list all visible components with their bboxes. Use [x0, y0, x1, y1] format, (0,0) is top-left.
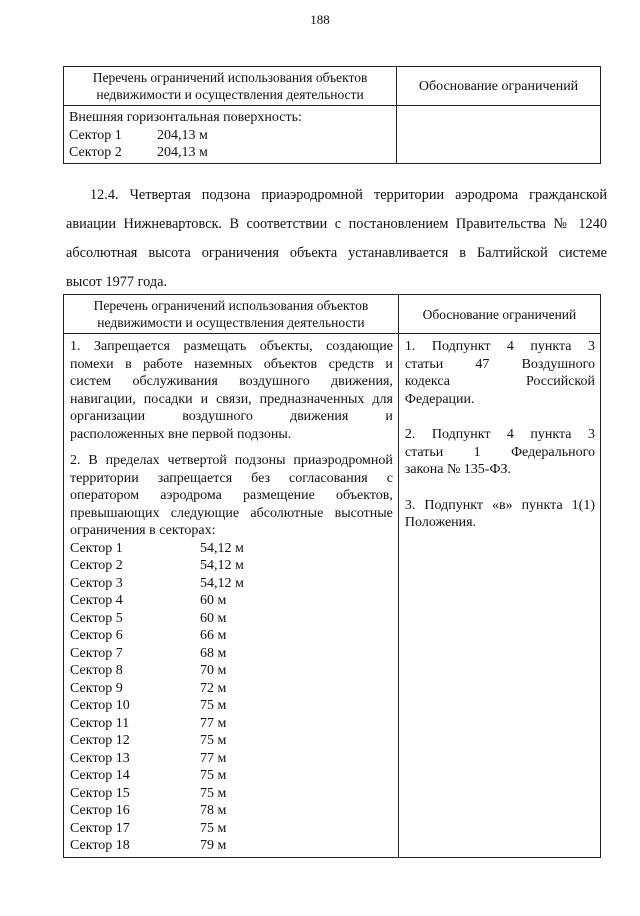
sector-row	[70, 592, 393, 610]
sector-row	[70, 557, 393, 575]
sector-value: 70 м	[200, 663, 227, 678]
sector-name: Сектор 10	[70, 698, 130, 713]
sector-row	[70, 820, 393, 838]
basis-item-2	[405, 426, 595, 479]
restrictions-table-2	[63, 294, 601, 858]
sector-name: Сектор 14	[70, 768, 130, 783]
table1-header-restrictions: Перечень ограничений использования объектов недвижимости и осуществления деятельности	[64, 67, 397, 106]
text-line: статьи 47 Воздушного	[404, 356, 595, 372]
text-line: 3. Подпункт «в» пункта 1(1)	[404, 497, 595, 513]
sector-value: 75 м	[200, 698, 227, 713]
sector-row	[69, 127, 391, 145]
table2-header-restrictions: Перечень ограничений использования объектов недвижимости и осуществления деятельности	[64, 295, 399, 334]
sector-value: 77 м	[200, 750, 227, 766]
text-line: оператором аэродрома размещение объектов,	[70, 488, 393, 503]
text-line: 2. Подпункт 4 пункта 3	[404, 427, 595, 442]
text-line: закона № 135-ФЗ.	[404, 462, 512, 477]
sector-row	[70, 575, 393, 593]
sector-row	[70, 767, 393, 785]
text-line: ограничения в секторах:	[70, 523, 216, 538]
table1-restrictions-cell	[64, 106, 397, 164]
sector-value: 79 м	[200, 838, 227, 853]
sector-row	[69, 144, 391, 162]
sector-name: Сектор 15	[70, 785, 130, 801]
sector-row	[70, 750, 393, 768]
sector-value: 75 м	[200, 768, 227, 783]
sector-row	[70, 697, 393, 715]
basis-item-3	[405, 497, 595, 532]
sector-name: Сектор 16	[70, 803, 130, 818]
sector-value: 68 м	[200, 645, 227, 661]
sector-name: Сектор 11	[70, 715, 130, 731]
text-line: систем обслуживания воздушного движения,	[70, 374, 393, 389]
sector-name: Сектор 7	[70, 645, 123, 661]
sector-row	[70, 645, 393, 663]
sector-name: Сектор 8	[70, 663, 123, 678]
sector-value: 60 м	[200, 610, 227, 626]
restriction-item-1	[70, 338, 393, 443]
sector-name: Сектор 3	[70, 575, 123, 591]
sector-value: 78 м	[200, 803, 227, 818]
sector-name: Сектор 2	[69, 145, 122, 160]
text-line: навигации, посадки и связи, предназначенных для	[70, 391, 393, 407]
sector-value: 54,12 м	[200, 558, 244, 573]
text-line: 2. В пределах четвертой подзоны приаэродромной	[70, 453, 393, 468]
restriction-item-2	[70, 452, 393, 540]
text-line: организации воздушного движения и	[70, 409, 393, 424]
sector-value: 54,12 м	[200, 575, 244, 591]
basis-item-1	[405, 338, 595, 408]
section-paragraph	[66, 181, 607, 297]
sector-row	[70, 662, 393, 680]
sector-name: Сектор 4	[70, 593, 123, 608]
sector-row	[70, 610, 393, 628]
text-line: превышающих следующие абсолютные высотные	[70, 505, 393, 521]
sector-row	[70, 732, 393, 750]
sector-value: 75 м	[200, 820, 227, 836]
text-line: Федерации.	[404, 391, 475, 407]
sector-name: Сектор 1	[70, 540, 123, 556]
text-line: помехи в работе наземных объектов средств и	[70, 356, 393, 372]
sector-name: Сектор 1	[69, 127, 122, 143]
sector-value: 77 м	[200, 715, 227, 731]
sector-value: 204,13 м	[157, 127, 208, 143]
sector-value: 54,12 м	[200, 540, 244, 556]
table2-basis-cell	[398, 334, 600, 858]
text-line: кодекса Российской	[404, 374, 595, 389]
sector-name: Сектор 13	[70, 750, 130, 766]
sector-name: Сектор 17	[70, 820, 130, 836]
paragraph-line: 12.4. Четвертая подзона приаэродромной территории аэродрома гражданской	[90, 187, 607, 203]
restrictions-table-1	[63, 66, 601, 164]
table1-basis-cell	[397, 106, 601, 164]
sector-name: Сектор 18	[70, 838, 130, 853]
sector-value: 72 м	[200, 680, 227, 696]
table2-restrictions-cell	[64, 334, 399, 858]
text-line: 1. Запрещается размещать объекты, создающие	[70, 339, 393, 354]
text-line: Положения.	[404, 515, 477, 530]
sector-value: 66 м	[200, 628, 227, 643]
paragraph-line: авиации Нижневартовск. В соответствии с постановлением Правительства № 1240	[66, 216, 607, 232]
sector-value: 60 м	[200, 593, 227, 608]
sector-name: Сектор 5	[70, 610, 123, 626]
surface-title: Внешняя горизонтальная поверхность:	[69, 110, 302, 125]
text-line: территории запрещается без согласования с	[70, 470, 393, 486]
sector-name: Сектор 12	[70, 733, 130, 748]
sector-row	[70, 715, 393, 733]
sector-row	[70, 627, 393, 645]
sector-row	[70, 785, 393, 803]
sector-name: Сектор 6	[70, 628, 123, 643]
sector-value: 204,13 м	[157, 145, 208, 160]
sector-name: Сектор 2	[70, 558, 123, 573]
sector-name: Сектор 9	[70, 680, 123, 696]
text-line: статьи 1 Федерального	[404, 444, 595, 460]
sector-row	[70, 837, 393, 855]
sector-row	[70, 540, 393, 558]
sector-row	[70, 802, 393, 820]
table1-header-basis: Обоснование ограничений	[397, 67, 601, 106]
sector-value: 75 м	[200, 785, 227, 801]
paragraph-line: абсолютная высота ограничения объекта устанавливается в Балтийской системе	[66, 245, 607, 261]
text-line: расположенных вне первой подзоны.	[70, 426, 292, 442]
sector-value: 75 м	[200, 733, 227, 748]
page-number: 188	[310, 12, 330, 27]
sector-row	[70, 680, 393, 698]
text-line: 1. Подпункт 4 пункта 3	[404, 339, 595, 354]
paragraph-line: высот 1977 года.	[66, 274, 168, 290]
sector-list	[70, 540, 393, 855]
table2-header-basis: Обоснование ограничений	[398, 295, 600, 334]
